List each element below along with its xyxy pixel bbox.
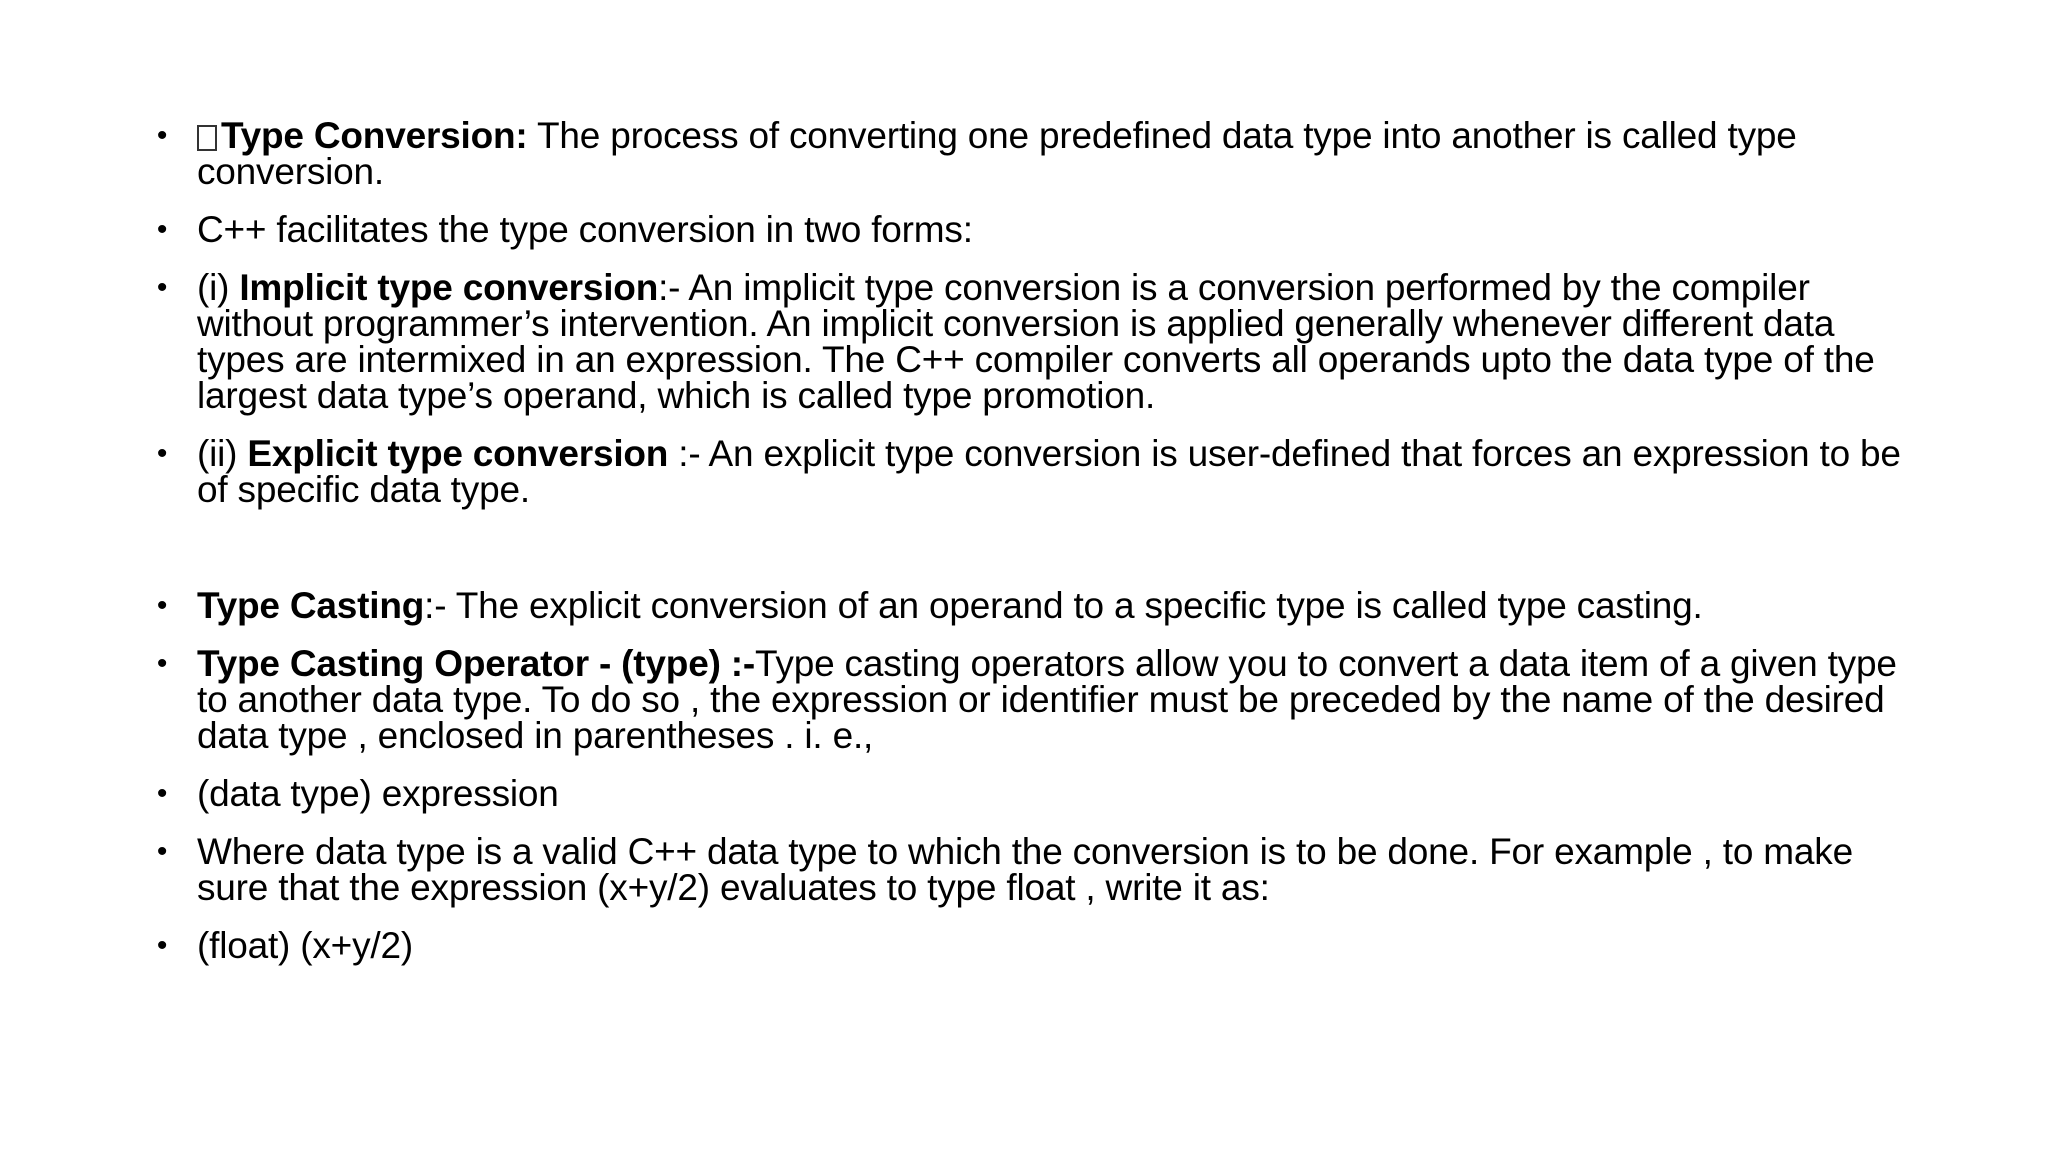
bullet-prefix: (i) [197, 267, 240, 308]
bullet-term: Explicit type conversion [247, 433, 669, 474]
bullet-term: Type Casting [197, 585, 425, 626]
bullet-text: (float) (x+y/2) [197, 925, 413, 966]
bullet-item [152, 115, 1912, 192]
bullet-text: :- The explicit conversion of an operand to a specific type is called type casting. [424, 585, 1703, 626]
bullet-dot: • [156, 589, 168, 622]
bullet-list [152, 115, 1912, 986]
bullet-prefix: (ii) [197, 433, 248, 474]
bullet-dot: • [156, 271, 168, 304]
missing-glyph-icon [197, 125, 217, 151]
bullet-item [152, 585, 1912, 626]
bullet-text: (data type) expression [197, 773, 559, 814]
bullet-text: C++ facilitates the type conversion in two forms: [197, 209, 973, 250]
bullet-text: Type casting operators allow you to convert a data item of a given type to another data type. To do so , the expression or identifier must be preceded by the name of the desired data type , enclosed in parentheses . i. e., [197, 643, 1907, 756]
bullet-item [152, 925, 1912, 966]
bullet-dot: • [156, 119, 168, 152]
bullet-term: Implicit type conversion [239, 267, 659, 308]
bullet-dot: • [156, 437, 168, 470]
bullet-item [152, 209, 1912, 250]
bullet-item [152, 831, 1912, 908]
bullet-text: Where data type is a valid C++ data type to which the conversion is to be done. For example , to make sure that the expression (x+y/2) evaluates to type float , write it as: [197, 831, 1864, 908]
bullet-dot: • [156, 647, 168, 680]
bullet-dot: • [156, 777, 168, 810]
bullet-dot: • [156, 213, 168, 246]
bullet-text: :- An implicit type conversion is a conversion performed by the compiler without programmer’s intervention. An implicit conversion is applied generally whenever different data types are intermixed in an expression. The C++ compiler converts all operands upto the data type of the largest data type’s operand, which is called type promotion. [197, 267, 1885, 416]
bullet-term: Type Conversion: [221, 115, 528, 156]
bullet-text: The process of converting one predefined data type into another is called type conversion. [197, 115, 1807, 192]
bullet-item [152, 773, 1912, 814]
bullet-item [152, 267, 1912, 416]
bullet-item [152, 643, 1912, 756]
bullet-dot: • [156, 929, 168, 962]
bullet-term: Type Casting Operator - (type) :- [197, 643, 756, 684]
bullet-text: :- An explicit type conversion is user-defined that forces an expression to be of specific data type. [197, 433, 1911, 510]
bullet-dot: • [156, 835, 168, 868]
bullet-item [152, 433, 1912, 510]
